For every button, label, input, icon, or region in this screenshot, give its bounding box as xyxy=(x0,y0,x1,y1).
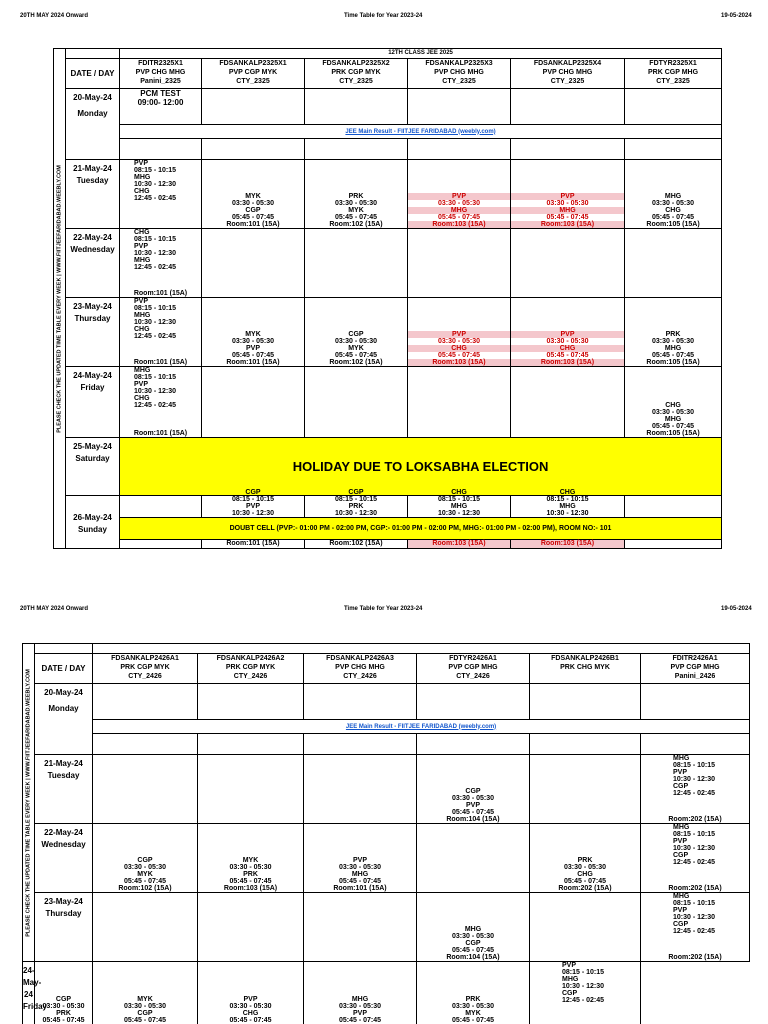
holiday-banner: HOLIDAY DUE TO LOKSABHA ELECTION xyxy=(120,438,722,496)
page1-header-center: Time Table for Year 2023-24 xyxy=(344,13,423,19)
schedule-cell: PVP 08:15 - 10:15 MHG 10:30 - 12:30 CHG 12:45 - 02:45 Room:101 (15A) xyxy=(120,298,202,367)
schedule-cell: MYK 03:30 - 05:30 CGP 05:45 - 07:45 Room:101 (15A) xyxy=(202,160,305,229)
schedule-cell: PCM TEST 09:00- 12:00 xyxy=(120,89,202,125)
schedule-cell: CHG 08:15 - 10:15 MHG 10:30 - 12:30 xyxy=(408,496,511,518)
room-cell: Room:103 (15A) xyxy=(408,540,511,549)
page2-header-left: 20TH MAY 2024 Onward xyxy=(20,606,89,612)
page2-header-center: Time Table for Year 2023-24 xyxy=(344,606,423,612)
schedule-cell: PVP 08:15 - 10:15 MHG 10:30 - 12:30 CHG 12:45 - 02:45 xyxy=(120,160,202,229)
room-cell: Room:103 (15A) xyxy=(511,540,625,549)
schedule-cell: PRK 03:30 - 05:30 CHG 05:45 - 07:45 Room:202 (15A) xyxy=(530,824,641,893)
schedule-cell: PVP 03:30 - 05:30 MHG 05:45 - 07:45 Room:101 (15A) xyxy=(304,824,417,893)
schedule-cell: PVP 03:30 - 05:30 CHG 05:45 - 07:45 Room:103 (15A) xyxy=(511,298,625,367)
schedule-cell: PRK 03:30 - 05:30 MYK 05:45 - 07:45 Room:102 (15A) xyxy=(305,160,408,229)
date-cell: 23-May-24 Thursday xyxy=(66,298,120,367)
date-cell: 20-May-24 Monday xyxy=(66,89,120,160)
schedule-cell: CHG 08:15 - 10:15 PVP 10:30 - 12:30 MHG 12:45 - 02:45 Room:101 (15A) xyxy=(120,229,202,298)
batch-header: FDSANKALP2426A3 PVP CHG MHG CTY_2426 xyxy=(304,654,417,684)
date-cell: 24-May-24 Friday xyxy=(66,367,120,438)
page1-header-left: 20TH MAY 2024 Onward xyxy=(20,13,89,19)
schedule-cell: CGP 03:30 - 05:30 MYK 05:45 - 07:45 Room:102 (15A) xyxy=(93,824,198,893)
schedule-cell: CGP 03:30 - 05:30 PVP 05:45 - 07:45 Room:104 (15A) xyxy=(417,755,530,824)
schedule-cell: MYK 03:30 - 05:30 CGP 05:45 - 07:45 xyxy=(93,962,198,1024)
schedule-cell: PRK 03:30 - 05:30 MYK 05:45 - 07:45 xyxy=(417,962,530,1024)
date-cell: 20-May-24 Monday xyxy=(35,684,93,755)
date-cell: 24-May-24 Friday xyxy=(23,962,35,1024)
batch-header: FDSANKALP2325X1 PVP CGP MYK CTY_2325 xyxy=(202,59,305,89)
schedule-cell: PRK 03:30 - 05:30 MHG 05:45 - 07:45 Room:105 (15A) xyxy=(625,298,722,367)
sidebar-text: PLEASE CHECK THE UPDATED TIME TABLE EVERY WEEK | WWW.FIITJEEFARIDABAD.WEEBLY.COM xyxy=(25,668,31,937)
batch-header: FDSANKALP2426A1 PRK CGP MYK CTY_2426 xyxy=(93,654,198,684)
schedule-cell: MHG 03:30 - 05:30 PVP 05:45 - 07:45 xyxy=(304,962,417,1024)
date-cell: 26-May-24 Sunday xyxy=(66,496,120,549)
schedule-cell: MYK 03:30 - 05:30 PVP 05:45 - 07:45 Room:101 (15A) xyxy=(202,298,305,367)
schedule-cell: CGP 08:15 - 10:15 PRK 10:30 - 12:30 xyxy=(305,496,408,518)
jee-result-link-cell xyxy=(120,125,722,139)
batch-header: FDITR2426A1 PVP CGP MHG Panini_2426 xyxy=(641,654,750,684)
schedule-cell: PVP 03:30 - 05:30 MHG 05:45 - 07:45 Room:103 (15A) xyxy=(408,160,511,229)
batch-header: FDSANKALP2325X3 PVP CHG MHG CTY_2325 xyxy=(408,59,511,89)
date-cell: 22-May-24 Wednesday xyxy=(35,824,93,893)
page1-header-right: 19-05-2024 xyxy=(721,13,752,19)
batch-header: FDITR2325X1 PVP CHG MHG Panini_2325 xyxy=(120,59,202,89)
batch-header: FDSANKALP2325X4 PVP CHG MHG CTY_2325 xyxy=(511,59,625,89)
date-cell: 21-May-24 Tuesday xyxy=(35,755,93,824)
schedule-cell: MHG 08:15 - 10:15 PVP 10:30 - 12:30 CGP 12:45 - 02:45 Room:202 (15A) xyxy=(641,893,750,962)
page1-sidebar xyxy=(54,49,66,549)
schedule-cell: MYK 03:30 - 05:30 PRK 05:45 - 07:45 Room:103 (15A) xyxy=(198,824,304,893)
jee-result-link-cell xyxy=(93,720,750,734)
schedule-cell: PVP 08:15 - 10:15 MHG 10:30 - 12:30 CGP 12:45 - 02:45 xyxy=(530,962,641,1024)
schedule-cell: PVP 03:30 - 05:30 CHG 05:45 - 07:45 Room:103 (15A) xyxy=(408,298,511,367)
schedule-cell: PVP 03:30 - 05:30 CHG 05:45 - 07:45 xyxy=(198,962,304,1024)
schedule-cell: CGP 03:30 - 05:30 PRK 05:45 - 07:45 xyxy=(35,962,93,1024)
room-cell: Room:102 (15A) xyxy=(305,540,408,549)
jee-result-link[interactable]: JEE Main Result - FIITJEE FARIDABAD (weebly.com) xyxy=(345,723,497,730)
date-cell: 22-May-24 Wednesday xyxy=(66,229,120,298)
class-title: 12TH CLASS JEE 2025 xyxy=(120,49,722,59)
schedule-cell: MHG 08:15 - 10:15 PVP 10:30 - 12:30 CHG 12:45 - 02:45 Room:101 (15A) xyxy=(120,367,202,438)
schedule-cell: CHG 03:30 - 05:30 MHG 05:45 - 07:45 Room:105 (15A) xyxy=(625,367,722,438)
batch-header: FDTYR2426A1 PVP CGP MHG CTY_2426 xyxy=(417,654,530,684)
schedule-cell: MHG 08:15 - 10:15 PVP 10:30 - 12:30 CGP 12:45 - 02:45 Room:202 (15A) xyxy=(641,824,750,893)
schedule-cell: MHG 03:30 - 05:30 CGP 05:45 - 07:45 Room:104 (15A) xyxy=(417,893,530,962)
schedule-cell: CHG 08:15 - 10:15 MHG 10:30 - 12:30 xyxy=(511,496,625,518)
page1-timetable xyxy=(53,48,722,549)
jee-result-link[interactable]: JEE Main Result - FIITJEE FARIDABAD (weebly.com) xyxy=(345,128,496,135)
schedule-cell: MHG 08:15 - 10:15 PVP 10:30 - 12:30 CGP 12:45 - 02:45 Room:202 (15A) xyxy=(641,755,750,824)
sidebar-text: PLEASE CHECK THE UPDATED TIME TABLE EVERY WEEK | WWW.FIITJEEFARIDABAD.WEEBLY.COM xyxy=(56,164,62,433)
schedule-cell: MHG 03:30 - 05:30 CHG 05:45 - 07:45 Room:105 (15A) xyxy=(625,160,722,229)
batch-header: FDSANKALP2426A2 PRK CGP MYK CTY_2426 xyxy=(198,654,304,684)
date-cell: 25-May-24 Saturday xyxy=(66,438,120,496)
batch-header: FDTYR2325X1 PRK CGP MHG CTY_2325 xyxy=(625,59,722,89)
page2-timetable xyxy=(22,643,750,1024)
schedule-cell: CGP 08:15 - 10:15 PVP 10:30 - 12:30 xyxy=(202,496,305,518)
date-cell: 23-May-24 Thursday xyxy=(35,893,93,962)
schedule-cell: PVP 03:30 - 05:30 MHG 05:45 - 07:45 Room:103 (15A) xyxy=(511,160,625,229)
schedule-cell: CGP 03:30 - 05:30 MYK 05:45 - 07:45 Room:102 (15A) xyxy=(305,298,408,367)
doubt-cell-banner: DOUBT CELL (PVP:- 01:00 PM - 02:00 PM, CGP:- 01:00 PM - 02:00 PM, MHG:- 01:00 PM - 02:00 PM), ROOM NO:- 101 xyxy=(120,518,722,540)
batch-header: FDSANKALP2426B1 PRK CHG MYK xyxy=(530,654,641,684)
batch-header: FDSANKALP2325X2 PRK CGP MYK CTY_2325 xyxy=(305,59,408,89)
date-day-header: DATE / DAY xyxy=(35,654,93,684)
room-cell: Room:101 (15A) xyxy=(202,540,305,549)
page2-header-right: 19-05-2024 xyxy=(721,606,752,612)
date-cell: 21-May-24 Tuesday xyxy=(66,160,120,229)
date-day-header: DATE / DAY xyxy=(66,59,120,89)
page2-sidebar xyxy=(23,644,35,962)
